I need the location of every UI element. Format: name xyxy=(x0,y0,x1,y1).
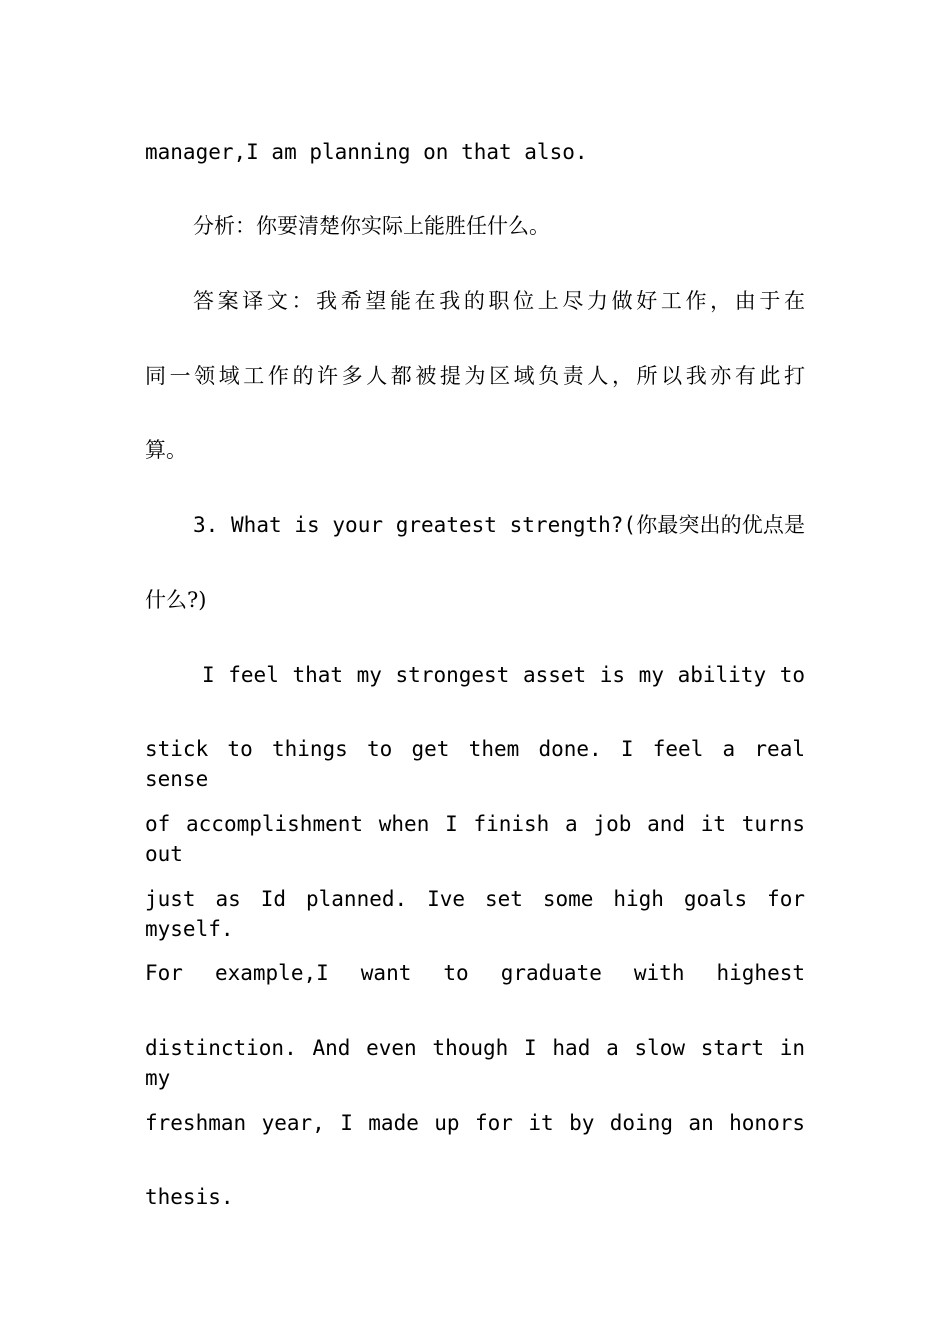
text-line-5: 算。 xyxy=(145,438,187,462)
text-line-3: 答案译文：我希望能在我的职位上尽力做好工作，由于在 xyxy=(193,289,805,313)
text-line-1: manager,I am planning on that also. xyxy=(145,140,588,164)
text-line-7: 什么?) xyxy=(145,588,207,612)
text-line-15: thesis. xyxy=(145,1185,234,1209)
text-line-13: distinction. And even though I had a slow start in my xyxy=(145,1036,805,1090)
text-line-8: I feel that my strongest asset is my ability to xyxy=(202,663,805,687)
text-line-12: For example,I want to graduate with highest xyxy=(145,961,805,985)
text-line-6: 3. What is your greatest strength?(你最突出的优点是 xyxy=(193,513,805,537)
text-line-14: freshman year, I made up for it by doing an honors xyxy=(145,1111,805,1135)
text-line-9: stick to things to get them done. I feel a real sense xyxy=(145,737,805,791)
text-line-2: 分析：你要清楚你实际上能胜任什么。 xyxy=(193,214,550,238)
text-line-11: just as Id planned. Ive set some high goals for myself. xyxy=(145,887,805,941)
text-line-4: 同一领域工作的许多人都被提为区域负责人，所以我亦有此打 xyxy=(145,364,805,388)
text-line-10: of accomplishment when I finish a job and it turns out xyxy=(145,812,805,866)
